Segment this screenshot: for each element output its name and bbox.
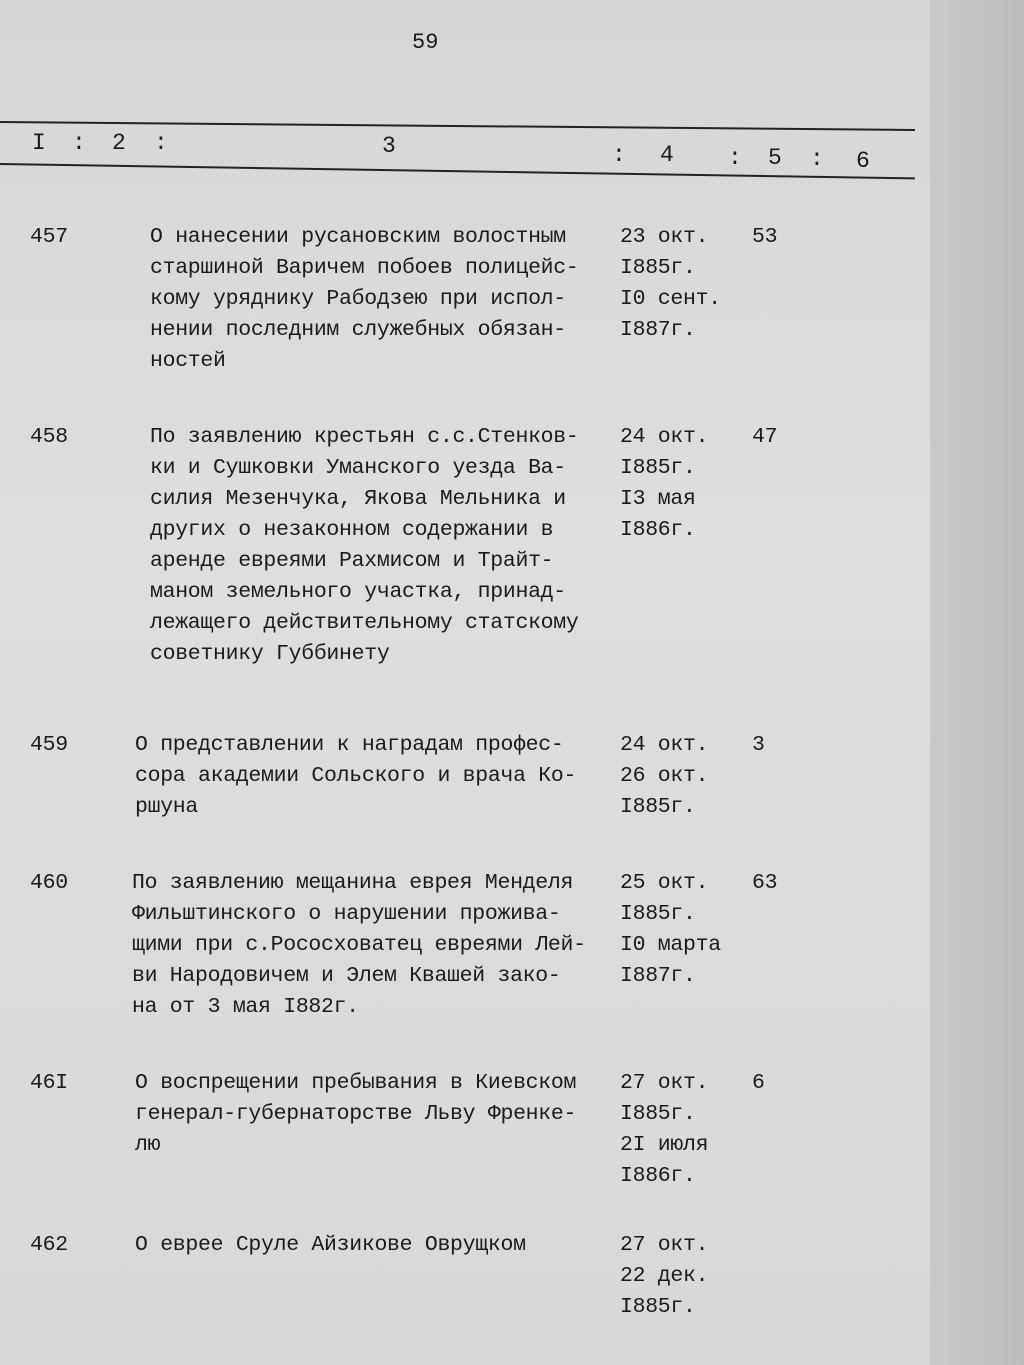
entry-description: [135, 730, 576, 823]
date-line: I885г.: [620, 456, 696, 480]
description-line: О представлении к наградам профес-: [135, 733, 564, 757]
date-line: 24 окт.: [620, 425, 709, 449]
sheet-count: 63: [752, 871, 778, 895]
date-line: I885г.: [620, 1295, 696, 1319]
page-number: 59: [412, 30, 439, 55]
sep: :: [612, 142, 626, 168]
date-line: I885г.: [620, 1102, 696, 1126]
entry-number: 460: [30, 871, 68, 895]
date-line: 27 окт.: [620, 1071, 709, 1095]
col-2: 2: [112, 130, 126, 156]
entry-number: 46I: [30, 1071, 68, 1095]
description-line: нении последним служебных обязан-: [150, 318, 566, 342]
sep: :: [72, 130, 86, 156]
date-line: I0 сент.: [620, 287, 721, 311]
date-line: 25 окт.: [620, 871, 709, 895]
description-line: лежащего действительному статскому: [150, 611, 579, 635]
date-line: I885г.: [620, 795, 696, 819]
description-line: Фильштинского о нарушении прожива-: [132, 902, 561, 926]
sheet-count: 53: [752, 225, 778, 249]
col-3: 3: [382, 133, 396, 159]
page-edge: [930, 0, 1024, 1365]
description-line: других о незаконном содержании в: [150, 518, 554, 542]
entry-number: 459: [30, 733, 68, 757]
sep: :: [154, 130, 168, 156]
entry-description: [135, 1068, 576, 1161]
description-line: старшиной Варичем побоев полицейс-: [150, 256, 579, 280]
date-line: 22 дек.: [620, 1264, 709, 1288]
col-5: 5: [768, 145, 782, 171]
description-line: О нанесении русановским волостным: [150, 225, 566, 249]
sep: :: [810, 146, 824, 172]
date-line: 27 окт.: [620, 1233, 709, 1257]
date-line: 2I июля: [620, 1133, 709, 1157]
description-line: ки и Сушковки Уманского уезда Ва-: [150, 456, 566, 480]
entry-description: [132, 868, 586, 1023]
description-line: кому уряднику Рабодзею при испол-: [150, 287, 566, 311]
entry-number: 458: [30, 425, 68, 449]
entry-dates: [620, 730, 708, 823]
entry-description: [150, 222, 578, 377]
entry-number: 462: [30, 1233, 68, 1257]
entry-dates: [620, 868, 721, 992]
description-line: силия Мезенчука, Якова Мельника и: [150, 487, 566, 511]
description-line: ви Народовичем и Элем Квашей зако-: [132, 964, 561, 988]
date-line: I886г.: [620, 1164, 696, 1188]
date-line: I886г.: [620, 518, 696, 542]
entry-number: 457: [30, 225, 68, 249]
sheet-count: 6: [752, 1071, 765, 1095]
col-4: 4: [660, 142, 674, 168]
description-line: По заявлению крестьян с.с.Стенков-: [150, 425, 579, 449]
sheet-count: 47: [752, 425, 778, 449]
description-line: По заявлению мещанина еврея Менделя: [132, 871, 574, 895]
description-line: маном земельного участка, принад-: [150, 580, 566, 604]
entry-dates: [620, 1230, 708, 1323]
col-6: 6: [856, 148, 870, 174]
date-line: I885г.: [620, 902, 696, 926]
sep: :: [728, 145, 742, 171]
description-line: сора академии Сольского и врача Ко-: [135, 764, 577, 788]
date-line: 23 окт.: [620, 225, 709, 249]
date-line: 26 окт.: [620, 764, 709, 788]
entry-dates: [620, 222, 721, 346]
description-line: аренде евреями Рахмисом и Трайт-: [150, 549, 554, 573]
date-line: I885г.: [620, 256, 696, 280]
date-line: I0 марта: [620, 933, 721, 957]
description-line: щими при с.Рососховатец евреями Лей-: [132, 933, 586, 957]
sheet-count: 3: [752, 733, 765, 757]
description-line: генерал-губернаторстве Льву Френке-: [135, 1102, 577, 1126]
description-line: лю: [135, 1133, 161, 1157]
description-line: ршуна: [135, 795, 199, 819]
date-line: I887г.: [620, 318, 696, 342]
entry-dates: [620, 1068, 708, 1192]
description-line: О еврее Сруле Айзикове Оврущком: [135, 1233, 526, 1257]
entry-description: [135, 1230, 526, 1261]
date-line: 24 окт.: [620, 733, 709, 757]
description-line: ностей: [150, 349, 226, 373]
col-1: I: [32, 130, 46, 156]
entry-description: [150, 422, 578, 670]
description-line: советнику Губбинету: [150, 642, 390, 666]
entry-dates: [620, 422, 708, 546]
date-line: I887г.: [620, 964, 696, 988]
date-line: I3 мая: [620, 487, 696, 511]
description-line: на от 3 мая I882г.: [132, 995, 359, 1019]
description-line: О воспрещении пребывания в Киевском: [135, 1071, 577, 1095]
